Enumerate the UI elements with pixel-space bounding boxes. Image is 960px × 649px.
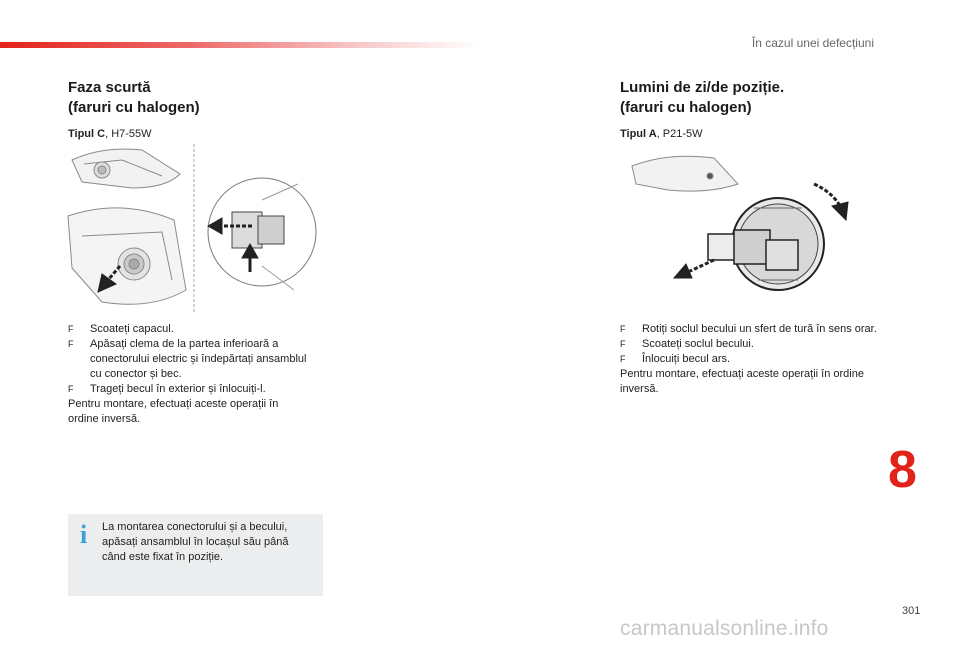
daytime-lights-section xyxy=(620,78,890,140)
step-text: Scoateți capacul. xyxy=(90,323,174,335)
low-beam-steps xyxy=(68,322,308,427)
daytime-lights-title xyxy=(620,78,890,118)
step-text: Apăsați clema de la partea inferioară a conectorului electric și îndepărtați ansamblul cu conector și bec. xyxy=(90,338,307,380)
page-number: 301 xyxy=(902,605,921,617)
low-beam-step-1 xyxy=(68,322,308,337)
daytime-type-label: Tipul A xyxy=(620,128,657,140)
low-beam-title-line1: Faza scurtă xyxy=(68,79,151,96)
daytime-lights-bulb-type xyxy=(620,128,890,140)
header-accent-bar xyxy=(0,42,480,48)
step-text: Rotiți soclul becului un sfert de tură în sens orar. xyxy=(642,323,877,335)
low-beam-type-label: Tipul C xyxy=(68,128,106,140)
daytime-step-2 xyxy=(620,337,882,352)
info-text: La montarea conectorului și a becului, apăsați ansamblul în locașul său până când este fixat în poziție. xyxy=(102,521,289,563)
step-text: Scoateți soclul becului. xyxy=(642,338,754,350)
daytime-lights-steps xyxy=(620,322,882,397)
info-icon: i xyxy=(80,520,88,549)
daytime-lights-illustration xyxy=(618,148,858,308)
step-bullet-icon: F xyxy=(68,324,74,334)
daytime-note: Pentru montare, efectuați aceste operații în ordine inversă. xyxy=(620,368,864,395)
low-beam-step-3 xyxy=(68,382,308,397)
low-beam-note: Pentru montare, efectuați aceste operații în ordine inversă. xyxy=(68,398,279,425)
daytime-lights-title-line1: Lumini de zi/de poziție. xyxy=(620,79,785,96)
chapter-title: În cazul unei defecțiuni xyxy=(751,36,874,50)
low-beam-title-line2: (faruri cu halogen) xyxy=(68,99,200,116)
low-beam-title xyxy=(68,78,338,118)
daytime-step-3 xyxy=(620,352,882,367)
daytime-step-1 xyxy=(620,322,882,337)
low-beam-step-2 xyxy=(68,337,308,382)
low-beam-type-value: , H7-55W xyxy=(105,128,152,140)
low-beam-illustration xyxy=(62,140,324,316)
info-box xyxy=(68,514,323,596)
step-bullet-icon: F xyxy=(68,339,74,349)
daytime-type-value: , P21-5W xyxy=(656,128,703,140)
step-bullet-icon: F xyxy=(620,339,626,349)
step-bullet-icon: F xyxy=(68,384,74,394)
step-bullet-icon: F xyxy=(620,354,626,364)
step-text: Trageți becul în exterior și înlocuiți-l. xyxy=(90,383,266,395)
chapter-number: 8 xyxy=(888,441,917,499)
low-beam-section xyxy=(68,78,338,140)
low-beam-bulb-type xyxy=(68,128,338,140)
step-text: Înlocuiți becul ars. xyxy=(642,353,731,365)
step-bullet-icon: F xyxy=(620,324,626,334)
watermark: carmanualsonline.info xyxy=(620,617,829,640)
daytime-lights-title-line2: (faruri cu halogen) xyxy=(620,99,752,116)
